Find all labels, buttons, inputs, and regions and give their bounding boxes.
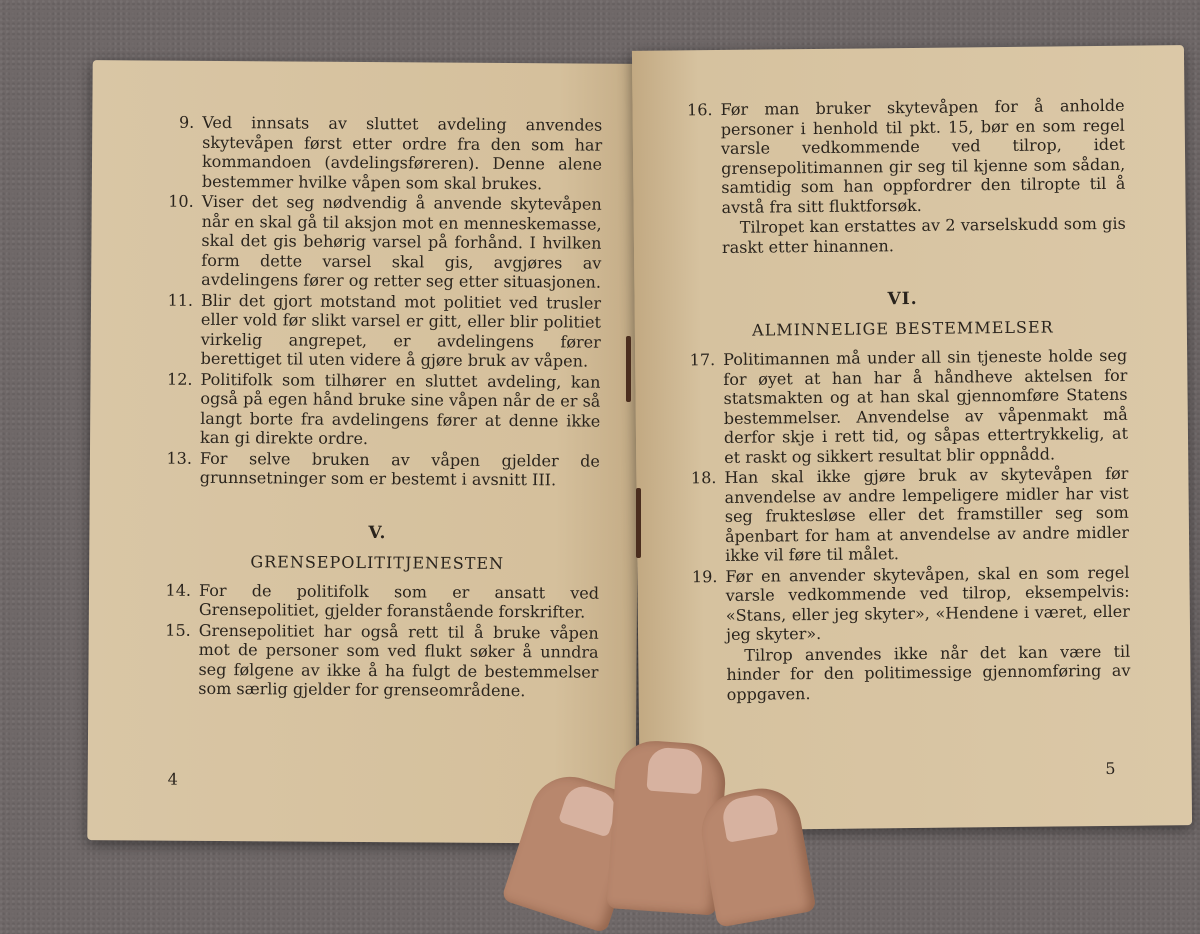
section-title-grensepolititjenesten: GRENSEPOLITITJENESTEN [250,551,505,573]
paragraph-tilrop: Tilrop anvendes ikke når det kan være til hinder for den politimessige gjennomføring av oppgaven. [726,641,1131,704]
fingernail [646,747,703,795]
section-number-v: V. [368,522,387,543]
page-number-left: 4 [167,769,178,789]
item-12: 12. Politifolk som tilhører en sluttet avdeling, kan også på egen hånd bruke sine våpen når de er så langt borte fra avdelingens fører at denne ikke kan gi direkte ordre. [166,369,601,449]
section-title-alminnelige-bestemmelser: ALMINNELIGE BESTEMMELSER [751,317,1054,340]
paragraph-tilropet: Tilropet kan erstattes av 2 varselskudd som gis raskt etter hinannen. [721,213,1126,257]
item-17: 17. Politimannen må under all sin tjeneste holde seg for øyet at han har å håndheve aktelsen for statsmakten og at han skal gjennomføre Statens bestemmelser. Anvendelse av våpenmakt må derfor skje i rett tid, og såpas ettertrykkelig, at et raskt og sikkert resultat blir oppnådd. [689,345,1129,467]
fingernail [720,792,779,842]
right-page [632,45,1192,831]
item-15: 15. Grensepolitiet har også rett til å bruke våpen mot de personer som ved flukt søker å unndra seg følgene av ikke å ha fulgt de bestemmelser som særlig gjelder for grenseområdene. [165,620,599,701]
item-13: 13. For selve bruken av våpen gjelder de grunnsetninger som er bestemt i avsnitt III. [166,448,601,490]
staple-bottom [636,488,641,558]
item-9: 9. Ved innsats av sluttet avdeling anvendes skytevåpen først etter ordre fra den som har kommandoen (avdelingsføreren). Denne alene bestemmer hvilke våpen som skal brukes. [178,112,603,193]
item-14: 14. For de politifolk som er ansatt ved Grensepolitiet, gjelder foranstående forskrifter. [165,580,600,622]
booklet [88,48,1188,838]
section-number-vi: VI. [887,288,918,310]
page-number-right: 5 [1105,758,1116,778]
left-page [87,60,640,844]
staple-top [626,336,631,402]
item-10: 10. Viser det seg nødvendig å anvende skytevåpen når en skal gå til aksjon mot en menneskemasse, skal det gis behørig varsel på forhånd. I hvilken form dette varsel skal gis, avgjøres av avdelingens fører og retter seg etter situasjonen. [168,191,602,292]
item-16: 16. Før man bruker skytevåpen for å anholde personer i henhold til pkt. 15, bør en som regel varsle vedkommende ved tilrop, idet grensepolitimannen gir seg til kjenne som sådan, samtidig som han oppfordrer den tilropte til å avstå fra sitt fluktforsøk. [686,95,1126,217]
item-11: 11. Blir det gjort motstand mot politiet ved trusler eller vold før slikt varsel er gitt, eller blir politiet virkelig angrepet, er avdelingens fører berettiget til uten videre å gjøre bruk av våpen. [167,290,602,371]
item-19: 19. Før en anvender skytevåpen, skal en som regel varsle vedkommende ved tilrop, eksempelvis: «Stans, eller jeg skyter», «Hendene i været, eller jeg skyter». [691,562,1130,644]
item-18: 18. Han skal ikke gjøre bruk av skytevåpen før anvendelse av andre lempeligere midler har vist seg fruktesløse eller det framstiller seg som åpenbart for ham at anvendelse av andre midler ikke vil føre til målet. [690,463,1130,565]
